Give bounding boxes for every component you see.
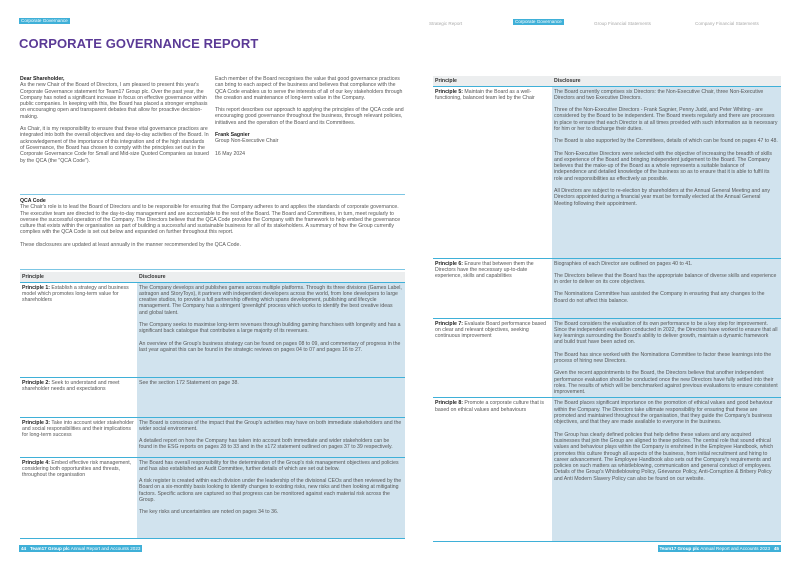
principle-label: Principle 7: <box>435 320 463 327</box>
column-header-disclosure: Disclosure <box>552 76 781 86</box>
footer-right <box>658 545 781 552</box>
footer-report: Annual Report and Accounts 2023 <box>700 546 771 551</box>
disclosure-text: The key risks and uncertainties are noted on pages 34 to 36. <box>139 509 279 516</box>
disclosure-text: The Non-Executive Directors were selected with the objective of increasing the breadth of skills and experience of the Board and bringing independent judgement to the Board. The Company believes that the make-up of the Board as a whole represents a suitable balance of independence and detailed knowledge of the business so as to ensure that it is able to fulfil its role and responsibilities as effectively as possible. <box>554 150 772 182</box>
disclosure-text: The Board has since worked with the Nominations Committee to factor these learnings into the process of hiring new Directors. <box>554 351 772 364</box>
principle-label: Principle 5: <box>435 88 463 95</box>
letter-paragraph: Each member of the Board recognises the value that good governance practices can bring to each aspect of the business and believes that compliance with the QCA Code enables us to serve the interests of all of our key stakeholders through the creation and maintenance of long-term value in the Company. <box>215 76 403 101</box>
page-number: 44 <box>21 546 27 551</box>
table-row <box>20 417 405 457</box>
table-row <box>433 318 781 398</box>
disclosure-text: The Board considers the evaluation of its own performance to be a key step for improvement. Since the independent evaluation conducted in 2022, the Directors have worked to ensure that all key learnings surrounding the Board's ability to deliver growth, maintain a dynamic framework and build trust have been acted on. <box>554 320 778 346</box>
principle-text: Ensure that between them the Directors have the necessary up-to-date experience, skills and capabilities <box>435 260 534 280</box>
disclosure-text: An overview of the Group's business strategy can be found on pages 08 to 09, and commentary of progress in the last year against this can be found in the strategic reviews on pages 04 to 07 and pages 16 to 27. <box>139 340 401 353</box>
principle-text: Seek to understand and meet shareholder needs and expectations <box>22 379 120 392</box>
disclosure-text: Biographies of each Director are outlined on pages 40 to 41. <box>554 260 693 267</box>
disclosure-text: The Board has overall responsibility for the determination of the Group's risk management objectives and policies and has also established an Audit Committee, further details of which are set out below. <box>139 459 399 472</box>
table-row <box>20 377 405 417</box>
principles-table-right <box>433 76 781 542</box>
table-row <box>20 457 405 538</box>
letter-column-1 <box>20 76 210 170</box>
column-header-disclosure: Disclosure <box>137 272 405 282</box>
disclosure-text: The Nominations Committee has assisted the Company in ensuring that any changes to the Board do not affect this balance. <box>554 291 765 304</box>
disclosure-text: The Company develops and publishes games across multiple platforms. Through its three divisions (Games Label, astragon and StoryToys), it partners with independent developers across the world, from lone developers to large creative studios, to provide a full partnership offering which spans development, publishing and lifecycle management. The Company has a stringent 'greenlight' process which works to identify the best creative ideas and global talent. <box>139 284 402 316</box>
disclosure-text: All Directors are subject to re-election by shareholders at the Annual General Meeting and any Directors appointed during a financial year must be formally elected at the Annual General Meeting following their appointment. <box>554 188 770 207</box>
principle-label: Principle 2: <box>22 379 50 386</box>
signatory-role: Group Non-Executive Chair <box>215 138 279 145</box>
page-title: CORPORATE GOVERNANCE REPORT <box>19 36 259 51</box>
disclosure-text: The Board places significant importance on the promotion of ethical values and good behaviour within the Company. The Directors take ultimate responsibility for ensuring that these are promoted and maintained throughout the organisation, that they guide the Company's business objectives, and that they are made available to everyone in the business. <box>554 400 773 426</box>
table-row <box>20 282 405 377</box>
principle-label: Principle 6: <box>435 260 463 267</box>
signatory-name: Frank Sagnier <box>215 132 250 139</box>
table-row <box>433 258 781 318</box>
nav-strategic-report[interactable]: Strategic Report <box>429 21 463 26</box>
disclosure-text: The Company seeks to maximise long-term revenues through building gaming franchises with longevity and has a significant back catalogue that contributes a large majority of its revenues. <box>139 321 401 335</box>
column-header-principle: Principle <box>20 272 137 282</box>
qca-heading: QCA Code <box>20 198 46 204</box>
principle-label: Principle 4: <box>22 459 50 466</box>
principle-label: Principle 3: <box>22 419 50 426</box>
qca-note: These disclosures are updated at least annually in the manner recommended by the QCA Code. <box>20 241 241 248</box>
nav-corporate-governance[interactable]: Corporate Governance <box>515 19 562 24</box>
principle-text: Take into account wider stakeholder and social responsibilities and their implications for long-term success <box>22 419 134 439</box>
salutation: Dear Shareholder, <box>20 76 65 82</box>
principle-label: Principle 8: <box>435 400 463 407</box>
footer-report: Annual Report and Accounts 2023 <box>70 546 141 551</box>
principles-table-left <box>20 272 405 539</box>
principle-text: Promote a corporate culture that is based on ethical values and behaviours <box>435 400 545 413</box>
principle-label: Principle 1: <box>22 284 50 291</box>
principle-text: Embed effective risk management, considering both opportunities and threats, throughout the organisation <box>22 459 132 479</box>
footer-left <box>19 545 142 552</box>
disclosure-text: Three of the Non-Executive Directors - Frank Sagnier, Penny Judd, and Peter Whiting - are considered by the Board to be independent. The Board meets regularly and there are processes in place to ensure that each Director is at all times provided with such information as is necessary for him or her to discharge their duties. <box>554 107 778 132</box>
nav-group-financial-statements[interactable]: Group Financial Statements <box>594 21 651 26</box>
qca-body: The Chair's role is to lead the Board of Directors and to be responsible for ensuring that the Company adheres to and applies the standards of corporate governance. The executive team are directed to the day-to-day management and are accountable to the rest of the Board. The Board and Committees, in turn, meet regularly to oversee the successful operation of the Company. The Directors believe that the QCA Code provides the Company with the framework to help embed the governance culture that exists within the organisation as part of building a successful and sustainable business for all of its stakeholders. A summary of how the Group currently complies with the QCA Code is set out below and expanded on further throughout this report. <box>20 204 401 236</box>
disclosure-text: The Board is conscious of the impact that the Group's activities may have on both immediate stakeholders and the wider social environment. <box>139 419 402 432</box>
letter-paragraph: As Chair, it is my responsibility to ensure that these vital governance practices are integrated into both the overall objectives and day-to-day activities of the Board. In acknowledgement of the importance of this integration and of the high standards of Governance, the Board has chosen to comply with the principles set out in the Corporate Governance Code for Small and Mid-size Quoted Companies as issued by the QCA (the "QCA Code"). <box>20 126 209 164</box>
disclosure-text: The Board is also supported by the Committees, details of which can be found on pages 47 to 48. <box>554 138 778 145</box>
divider <box>20 194 405 195</box>
footer-company: Team17 Group plc <box>29 546 70 551</box>
nav-company-financial-statements[interactable]: Company Financial Statements <box>695 21 759 26</box>
principle-text: Establish a strategy and business model which promotes long-term value for shareholders <box>22 284 129 304</box>
disclosure-text: A risk register is created within each division under the leadership of the divisional CEOs and then reviewed by the Board on a six-monthly basis looking to identify changes to existing risks, new risks and then looking at mitigating factors. Specific actions are captured so that progress can be monitored against each material risk across the Group. <box>139 478 402 503</box>
disclosure-text: The Directors believe that the Board has the appropriate balance of diverse skills and experience in order to deliver on its core objectives. <box>554 272 777 286</box>
column-header-principle: Principle <box>433 76 552 86</box>
table-row <box>433 86 781 258</box>
principle-text: Maintain the Board as a well-functioning, balanced team led by the Chair <box>435 88 535 101</box>
qca-section <box>20 198 405 254</box>
section-tag: Corporate Governance <box>21 18 68 23</box>
disclosure-text: A detailed report on how the Company has taken into account both immediate and wider stakeholders can be found in the ESG reports on pages 28 to 33 and in the s172 statement outlined on pages 37 to 39 respectively. <box>139 438 393 451</box>
letter-paragraph: This report describes our approach to applying the principles of the QCA code and encouraging good governance throughout the business, through relevant policies, initiatives and the operation of the Board and its Committees. <box>215 107 404 126</box>
page-number: 45 <box>773 546 779 551</box>
disclosure-text: The Board currently comprises six Directors: the Non-Executive Chair, three Non-Executive Directors and two Executive Directors. <box>554 88 764 101</box>
disclosure-text: Given the recent appointments to the Board, the Directors believe that another independent performance evaluation should be conducted once the new Directors have fully settled into their roles. The results of which will be benchmarked against previous evaluations to ensure consistent improvement. <box>554 370 778 396</box>
letter-column-2 <box>215 76 405 157</box>
disclosure-text: The Group has clearly defined policies that help define these values and any acquired businesses that join the Group are aligned to these policies. The central role that sound ethical values and behaviour plays within the Company is enshrined in the Employee Handbook, which promotes this culture through all aspects of the business, from initial recruitment and hiring to career advancement. The Employee Handbook also sets out the Company's requirements and policies on such matters as whistleblowing, communication and general conduct of employees. Details of the Group's Whistleblowing Policy, Grievance Policy, Anti-Corruption & Bribery Policy and Anti Modern Slavery Policy can also be found on our website. <box>554 431 774 482</box>
divider <box>20 269 405 270</box>
disclosure-text: See the section 172 Statement on page 38. <box>139 379 239 386</box>
letter-date: 16 May 2024 <box>215 150 245 157</box>
principle-text: Evaluate Board performance based on clear and relevant objectives, seeking continuous improvement <box>435 320 547 340</box>
letter-paragraph: As the new Chair of the Board of Directors, I am pleased to present this year's Corporate Governance statement for Team17 Group plc. Over the past year, the Company has noted a significant increase in focus on effective governance within public companies. In keeping with this, the Board has placed a stronger emphasis on encouraging open and transparent debates that allow for proactive decision-making. <box>20 82 208 120</box>
table-row <box>433 398 781 542</box>
footer-company: Team17 Group plc <box>659 546 700 551</box>
